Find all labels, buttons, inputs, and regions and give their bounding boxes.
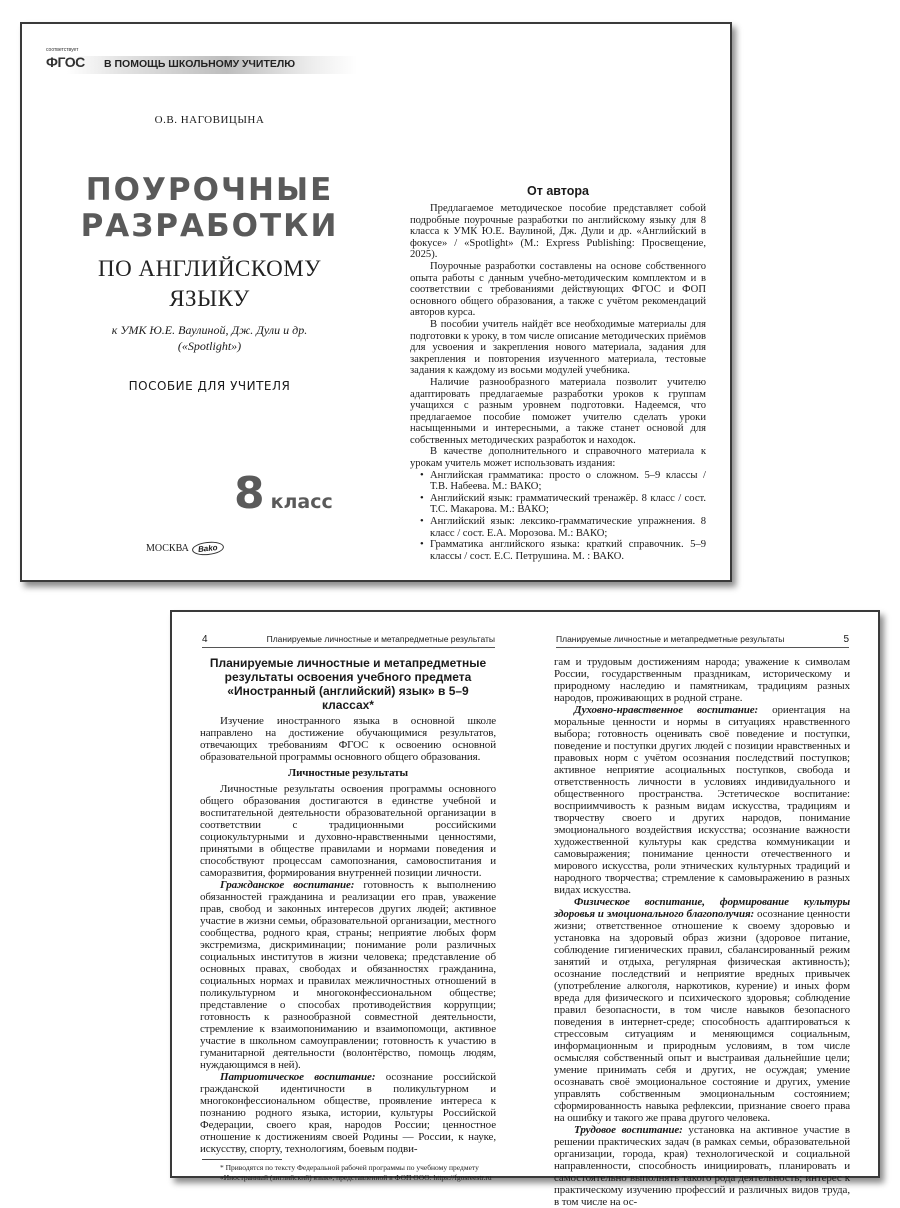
title-line: ЯЗЫКУ bbox=[169, 286, 250, 311]
foreword-heading: От автора bbox=[527, 184, 589, 198]
paragraph-lead: Гражданское воспитание: bbox=[220, 879, 355, 891]
page-4-text bbox=[200, 656, 496, 1155]
book-title-subject bbox=[42, 254, 377, 314]
page-number: 4 bbox=[202, 634, 208, 645]
foreword-paragraph: В качестве дополнительного и справочного материала к урокам учитель может использовать издания: bbox=[410, 446, 706, 470]
book-subtitle bbox=[42, 322, 377, 354]
audience-label: ПОСОБИЕ ДЛЯ УЧИТЕЛЯ bbox=[128, 379, 291, 393]
book-title-main bbox=[42, 172, 377, 244]
paragraph-text: готовность к выполнению обязанностей гражданина и реализации его прав, уважение прав, свобод и законных интересов других людей; активное участие в жизни семьи, образовательной организации, местного сообщества, родного края, страны; неприятие любых форм экстремизма, дискриминации; понимание роли различных социальных институтов в жизни человека; представление об основных правах, свободах и обязанностях гражданина, социальных нормах и правилах межличностных отношений в поликультурном и многоконфессиональном обществе; представление о способах противодействия коррупции; готовность к разнообразной совместной деятельности, стремление к взаимопониманию и взаимопомощи, активное участие в школьном самоуправлении; готовность к участию в гуманитарной деятельности (волонтёрство, помощь людям, нуждающимся в ней). bbox=[200, 879, 496, 1071]
fgos-logo-caption: соответствует bbox=[46, 47, 79, 53]
footnote-divider bbox=[202, 1159, 282, 1160]
paragraph: Личностные результаты освоения программы основного общего образования достигаются в единстве учебной и воспитательной деятельности образовательной организации в соответствии с традиционными российскими социокультурными и духовно-нравственными ценностями, принятыми в обществе правилами и нормами поведения и способствуют процессам самопознания, самовоспитания и саморазвития, формирования внутренней позиции личности. bbox=[200, 783, 496, 879]
reference-item: • Английский язык: грамматический тренажёр. 8 класс / сост. Т.С. Макарова. М.: ВАКО; bbox=[430, 493, 706, 516]
paragraph-text: осознание российской гражданской идентичности в поликультурном и многоконфессиональном обществе, проявление интереса к познанию родного языка, истории, культуры Российской Федерации, своего края, народов России; ценностное отношение к достижениям своей Родины — России, к науке, искусству, спорту, технологиям, боевым подви- bbox=[200, 1071, 496, 1155]
running-head-left bbox=[202, 634, 495, 648]
foreword-paragraph: Поурочные разработки составлены на основе собственного опыта работы с данным учебно-методическим комплектом и в соответствии с требованиями действующих ФГОС и ФОП основного общего образования, а также с учётом рекомендаций авторов курса. bbox=[410, 260, 706, 319]
foreword-paragraph: Наличие разнообразного материала позволит учителю адаптировать предлагаемые разработки уроков к группам учащихся с разным уровнем подготовки. Надеемся, что предлагаемое пособие поможет учителю сделать уроки насыщенными и интересными, а также станет основой для собственных методических разработок и находок. bbox=[410, 376, 706, 446]
foreword-paragraph: Предлагаемое методическое пособие представляет собой подробные поурочные разработки по английскому языку для 8 класса к УМК Ю.Е. Ваулиной, Дж. Дули и др. «Английский в фокусе» / «Spotlight» (М.: Express Publishing: Просвещение, 2025). bbox=[410, 203, 706, 261]
paragraph bbox=[200, 1071, 496, 1155]
paragraph bbox=[554, 1124, 850, 1208]
grade-label bbox=[234, 469, 333, 528]
paragraph-text: ориентация на моральные ценности и нормы в ситуациях нравственного выбора; готовность оценивать своё поведение и поступки, поведение и поступки других людей с позиции нравственных и правовых норм с учётом осознания последствий поступков; активное неприятие асоциальных поступков, свобода и ответственность личности в условиях индивидуального и общественного пространства. Эстетическое воспитание: восприимчивость к разным видам искусства, традициям и творчеству своего и других народов, понимание эмоционального воздействия искусства; осознание важности художественной культуры как средства коммуникации и самовыражения; понимание ценности отечественного и мирового искусства, роли этнических культурных традиций и народного творчества; стремление к самовыражению в разных видах искусства. bbox=[554, 704, 850, 896]
footnote: * Приводятся по тексту Федеральной рабочей программы по учебному предмету «Иностранный (английский) язык», представленной в ФОП ООО: https://fgosreestr.ru bbox=[220, 1163, 492, 1182]
running-head-right bbox=[556, 634, 849, 648]
grade-number: 8 bbox=[234, 468, 265, 519]
foreword-paragraph: В пособии учитель найдёт все необходимые материалы для подготовки к уроку, в том числе описание методических приёмов для усвоения и закрепления нового материала, задания для закрепления и повторения изученного материала, тестовые задания к каждому из восьми модулей учебника. bbox=[410, 318, 706, 377]
reference-item: • Грамматика английского языка: краткий справочник. 5–9 классы / сост. Е.С. Петрушина. М. : ВАКО. bbox=[430, 539, 706, 562]
subsection-heading: Личностные результаты bbox=[287, 767, 409, 779]
paragraph-lead: Физическое воспитание, формирование культуры здоровья и эмоционального благополучия: bbox=[554, 896, 850, 920]
running-head-text: Планируемые личностные и метапредметные результаты bbox=[266, 634, 495, 644]
publisher-imprint bbox=[146, 542, 223, 555]
paragraph-lead: Патриотическое воспитание: bbox=[220, 1071, 376, 1083]
title-line: ПО АНГЛИЙСКОМУ bbox=[97, 256, 322, 281]
paragraph bbox=[200, 879, 496, 1071]
paragraph: гам и трудовым достижениям народа; уважение к символам России, государственным праздникам, историческому и природному наследию и памятникам, традициям разных народов, проживающих в родной стране. bbox=[554, 656, 850, 704]
page-5-text bbox=[554, 656, 850, 1208]
reference-list bbox=[410, 470, 706, 563]
paragraph-text: установка на активное участие в решении практических задач (в рамках семьи, образовательной организации, города, края) технологической и социальной направленности, способность инициировать, планировать и самостоятельно выполнять такого рода деятельность; интерес к практическому изучению профессий и различных видов труда, в том числе на ос- bbox=[554, 1124, 850, 1208]
author-name: О.В. НАГОВИЦЫНА bbox=[154, 114, 265, 126]
page-number: 5 bbox=[843, 634, 849, 645]
fgos-logo-text: ФГОС bbox=[46, 54, 85, 70]
fgos-logo bbox=[46, 47, 85, 70]
title-line: РАЗРАБОТКИ bbox=[80, 208, 339, 244]
paragraph bbox=[554, 896, 850, 1124]
paragraph bbox=[554, 704, 850, 896]
running-head-text: Планируемые личностные и метапредметные результаты bbox=[556, 634, 785, 644]
series-title: В ПОМОЩЬ ШКОЛЬНОМУ УЧИТЕЛЮ bbox=[104, 58, 296, 70]
foreword-section bbox=[410, 184, 706, 562]
reference-item: • Английская грамматика: просто о сложном. 5–9 классы / Т.В. Набеева. М.: ВАКО; bbox=[430, 470, 706, 493]
subtitle-line: («Spotlight») bbox=[177, 339, 242, 353]
book-cover-page bbox=[20, 22, 732, 582]
publisher-logo: Bako bbox=[191, 540, 224, 556]
grade-word: класс bbox=[270, 491, 333, 513]
reference-item: • Английский язык: лексико-грамматические упражнения. 8 класс / сост. Е.А. Морозова. М.: ВАКО; bbox=[430, 516, 706, 539]
publisher-city: МОСКВА bbox=[146, 543, 189, 554]
section-heading: Планируемые личностные и метапредметные результаты освоения учебного предмета «Иностранный (английский) язык» в 5–9 классах* bbox=[209, 656, 487, 712]
paragraph-lead: Духовно-нравственное воспитание: bbox=[574, 704, 759, 716]
paragraph-text: осознание ценности жизни; ответственное отношение к своему здоровью и установка на здоровый образ жизни (здоровое питание, соблюдение гигиенических правил, сбалансированный режим занятий и отдыха, регулярная физическая активность); осознание последствий и неприятие вредных привычек (употребление алкоголя, наркотиков, курение) и иных форм вреда для физического и психического здоровья; соблюдение правил безопасности, в том числе навыков безопасного поведения в интернет-среде; способность адаптироваться к стрессовым ситуациям и меняющимся социальным, информационным и природным условиям, в том числе осмысляя собственный опыт и выстраивая дальнейшие цели; умение принимать себя и других, не осуждая; умение осознавать своё эмоциональное состояние и других, умение управлять собственным эмоциональным состоянием; сформированность навыка рефлексии, признание своего права на ошибку и такого же права другого человека. bbox=[554, 908, 850, 1124]
subtitle-line: к УМК Ю.Е. Ваулиной, Дж. Дули и др. bbox=[111, 323, 308, 337]
title-line: ПОУРОЧНЫЕ bbox=[85, 172, 334, 208]
paragraph: Изучение иностранного языка в основной школе направлено на достижение обучающимися результатов, отвечающих требованиям ФГОС к освоению основной образовательной программы основного общего образования. bbox=[200, 715, 496, 763]
paragraph-lead: Трудовое воспитание: bbox=[574, 1124, 683, 1136]
book-spread-pages bbox=[170, 610, 880, 1208]
